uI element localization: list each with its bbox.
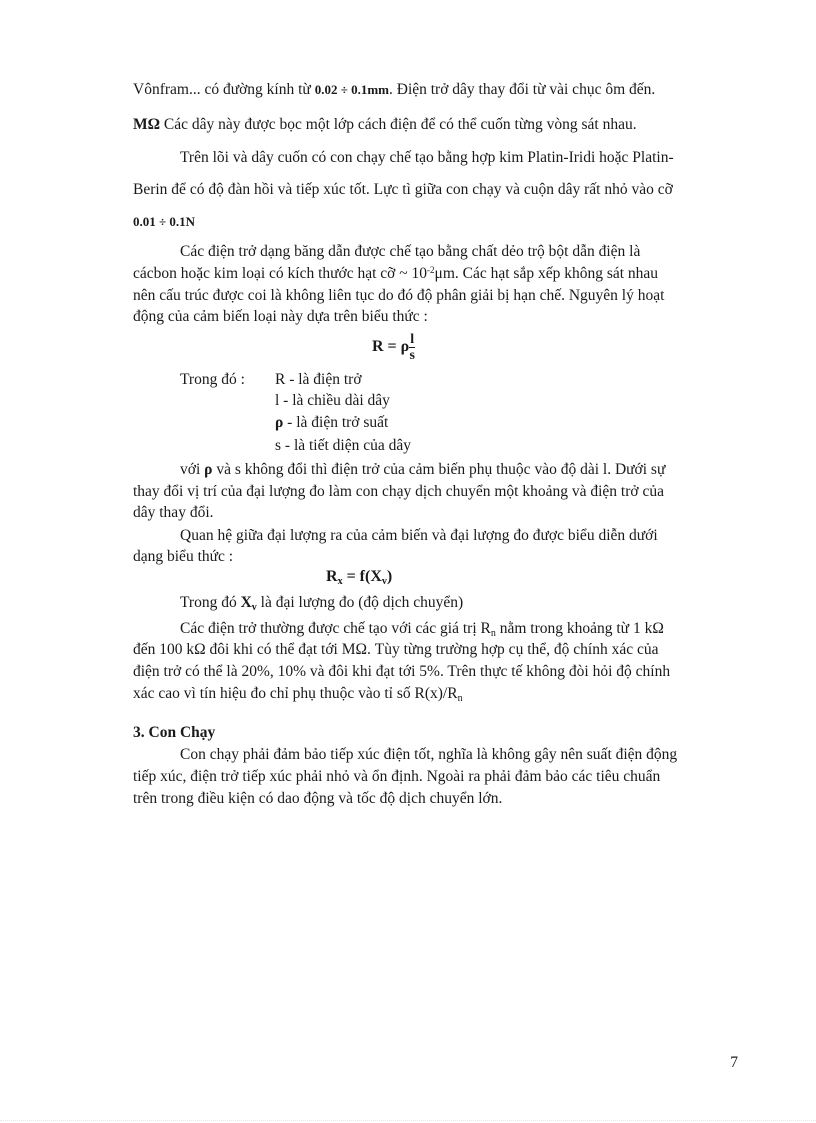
text-line: dây thay đổi. (133, 504, 214, 521)
definition-l: l - là chiều dài dây (275, 392, 390, 409)
rho-symbol: ρ (275, 414, 284, 431)
page-divider (0, 1120, 816, 1121)
formula-lhs: R = ρ (372, 338, 410, 356)
text: = f(X (342, 568, 382, 585)
text-line (133, 264, 658, 284)
text-line: động của cảm biến loại này dựa trên biểu thức : (133, 308, 428, 325)
text: μm. Các hạt sắp xếp không sát nhau (434, 265, 659, 282)
inline-value: 0.01 ÷ 0.1N (133, 214, 196, 229)
text: . Điện trở dây thay đổi từ vài chục ôm đến. (389, 81, 656, 98)
text-line: dạng biểu thức : (133, 548, 234, 565)
subscript: v (381, 576, 387, 587)
text-line (133, 115, 637, 135)
unit-symbol: MΩ (133, 116, 161, 133)
text: nằm trong khoảng từ 1 kΩ (495, 620, 664, 637)
text-line: nên cấu trúc được coi là không liên tục do đó độ phân giải bị hạn chế. Nguyên lý hoạt (133, 287, 665, 304)
text: Trong đó (180, 594, 241, 611)
numerator: l (410, 332, 415, 347)
subscript: v (251, 602, 257, 613)
text-line (133, 80, 655, 100)
text: Các dây này được bọc một lớp cách điện để có thể cuốn từng vòng sát nhau. (160, 116, 637, 133)
subscript: n (490, 628, 496, 639)
text: là đại lượng đo (độ dịch chuyển) (256, 594, 464, 611)
text-line: thay đổi vị trí của đại lượng đo làm con chạy dịch chuyển một khoảng và điện trở của (133, 483, 664, 500)
formula-resistance (372, 332, 415, 363)
text-line: đến 100 kΩ đôi khi có thể đạt tới MΩ. Tùy từng trường hợp cụ thể, độ chính xác của (133, 641, 659, 658)
text-line: Các điện trở dạng băng dẫn được chế tạo bằng chất dẻo trộ bột dẫn điện là (180, 243, 641, 260)
text-line: Con chạy phải đảm bảo tiếp xúc điện tốt, nghĩa là không gây nên suất điện động (180, 746, 678, 763)
text: với (180, 461, 205, 478)
fraction (409, 332, 415, 363)
text-line: Quan hệ giữa đại lượng ra của cảm biến và đại lượng đo được biểu diễn dưới (180, 527, 658, 544)
denominator: s (409, 348, 415, 363)
text: Vônfram... có đường kính từ (133, 81, 315, 98)
text-line (180, 460, 665, 480)
text-line: Berin để có độ đàn hồi và tiếp xúc tốt. Lực tì giữa con chạy và cuộn dây rất nhỏ vào cỡ (133, 181, 673, 198)
rho-symbol: ρ (204, 461, 213, 478)
definition-s: s - là tiết diện của dây (275, 437, 412, 454)
superscript: -2 (427, 265, 435, 275)
text: Các điện trở thường được chế tạo với các giá trị R (180, 620, 491, 637)
section-heading: 3. Con Chạy (133, 724, 216, 741)
subscript: x (337, 576, 343, 587)
text-line: điện trở có thể là 20%, 10% và đôi khi đạt tới 5%. Trên thực tế không đòi hỏi độ chính (133, 663, 671, 680)
subscript: n (457, 693, 463, 704)
text-line: trên trong điều kiện có dao động và tốc độ dịch chuyển lớn. (133, 790, 503, 807)
text-line (180, 619, 664, 639)
text-line (180, 593, 463, 613)
formula-rx (326, 568, 392, 586)
page-number: 7 (730, 1054, 738, 1071)
text: R (326, 568, 338, 585)
definition-r: R - là điện trở (275, 371, 362, 388)
where-label: Trong đó : (180, 371, 245, 388)
inline-value: 0.02 ÷ 0.1mm (314, 82, 389, 97)
text-line (133, 684, 463, 704)
text: cácbon hoặc kim loại có kích thước hạt cỡ ~ 10 (133, 265, 428, 282)
text: - là điện trở suất (283, 414, 389, 431)
definition-rho (275, 413, 388, 433)
text-line: tiếp xúc, điện trở tiếp xúc phải nhỏ và ổn định. Ngoài ra phải đảm bảo các tiêu chuẩn (133, 768, 661, 785)
variable: X (240, 594, 252, 611)
text: xác cao vì tín hiệu đo chỉ phụ thuộc vào tỉ số R(x)/R (133, 685, 458, 702)
text: và s không đổi thì điện trở của cảm biến phụ thuộc vào độ dài l. Dưới sự (212, 461, 666, 478)
text-line: Trên lõi và dây cuốn có con chạy chế tạo bằng hợp kim Platin-Iridi hoặc Platin- (180, 149, 674, 166)
text: ) (386, 568, 393, 585)
